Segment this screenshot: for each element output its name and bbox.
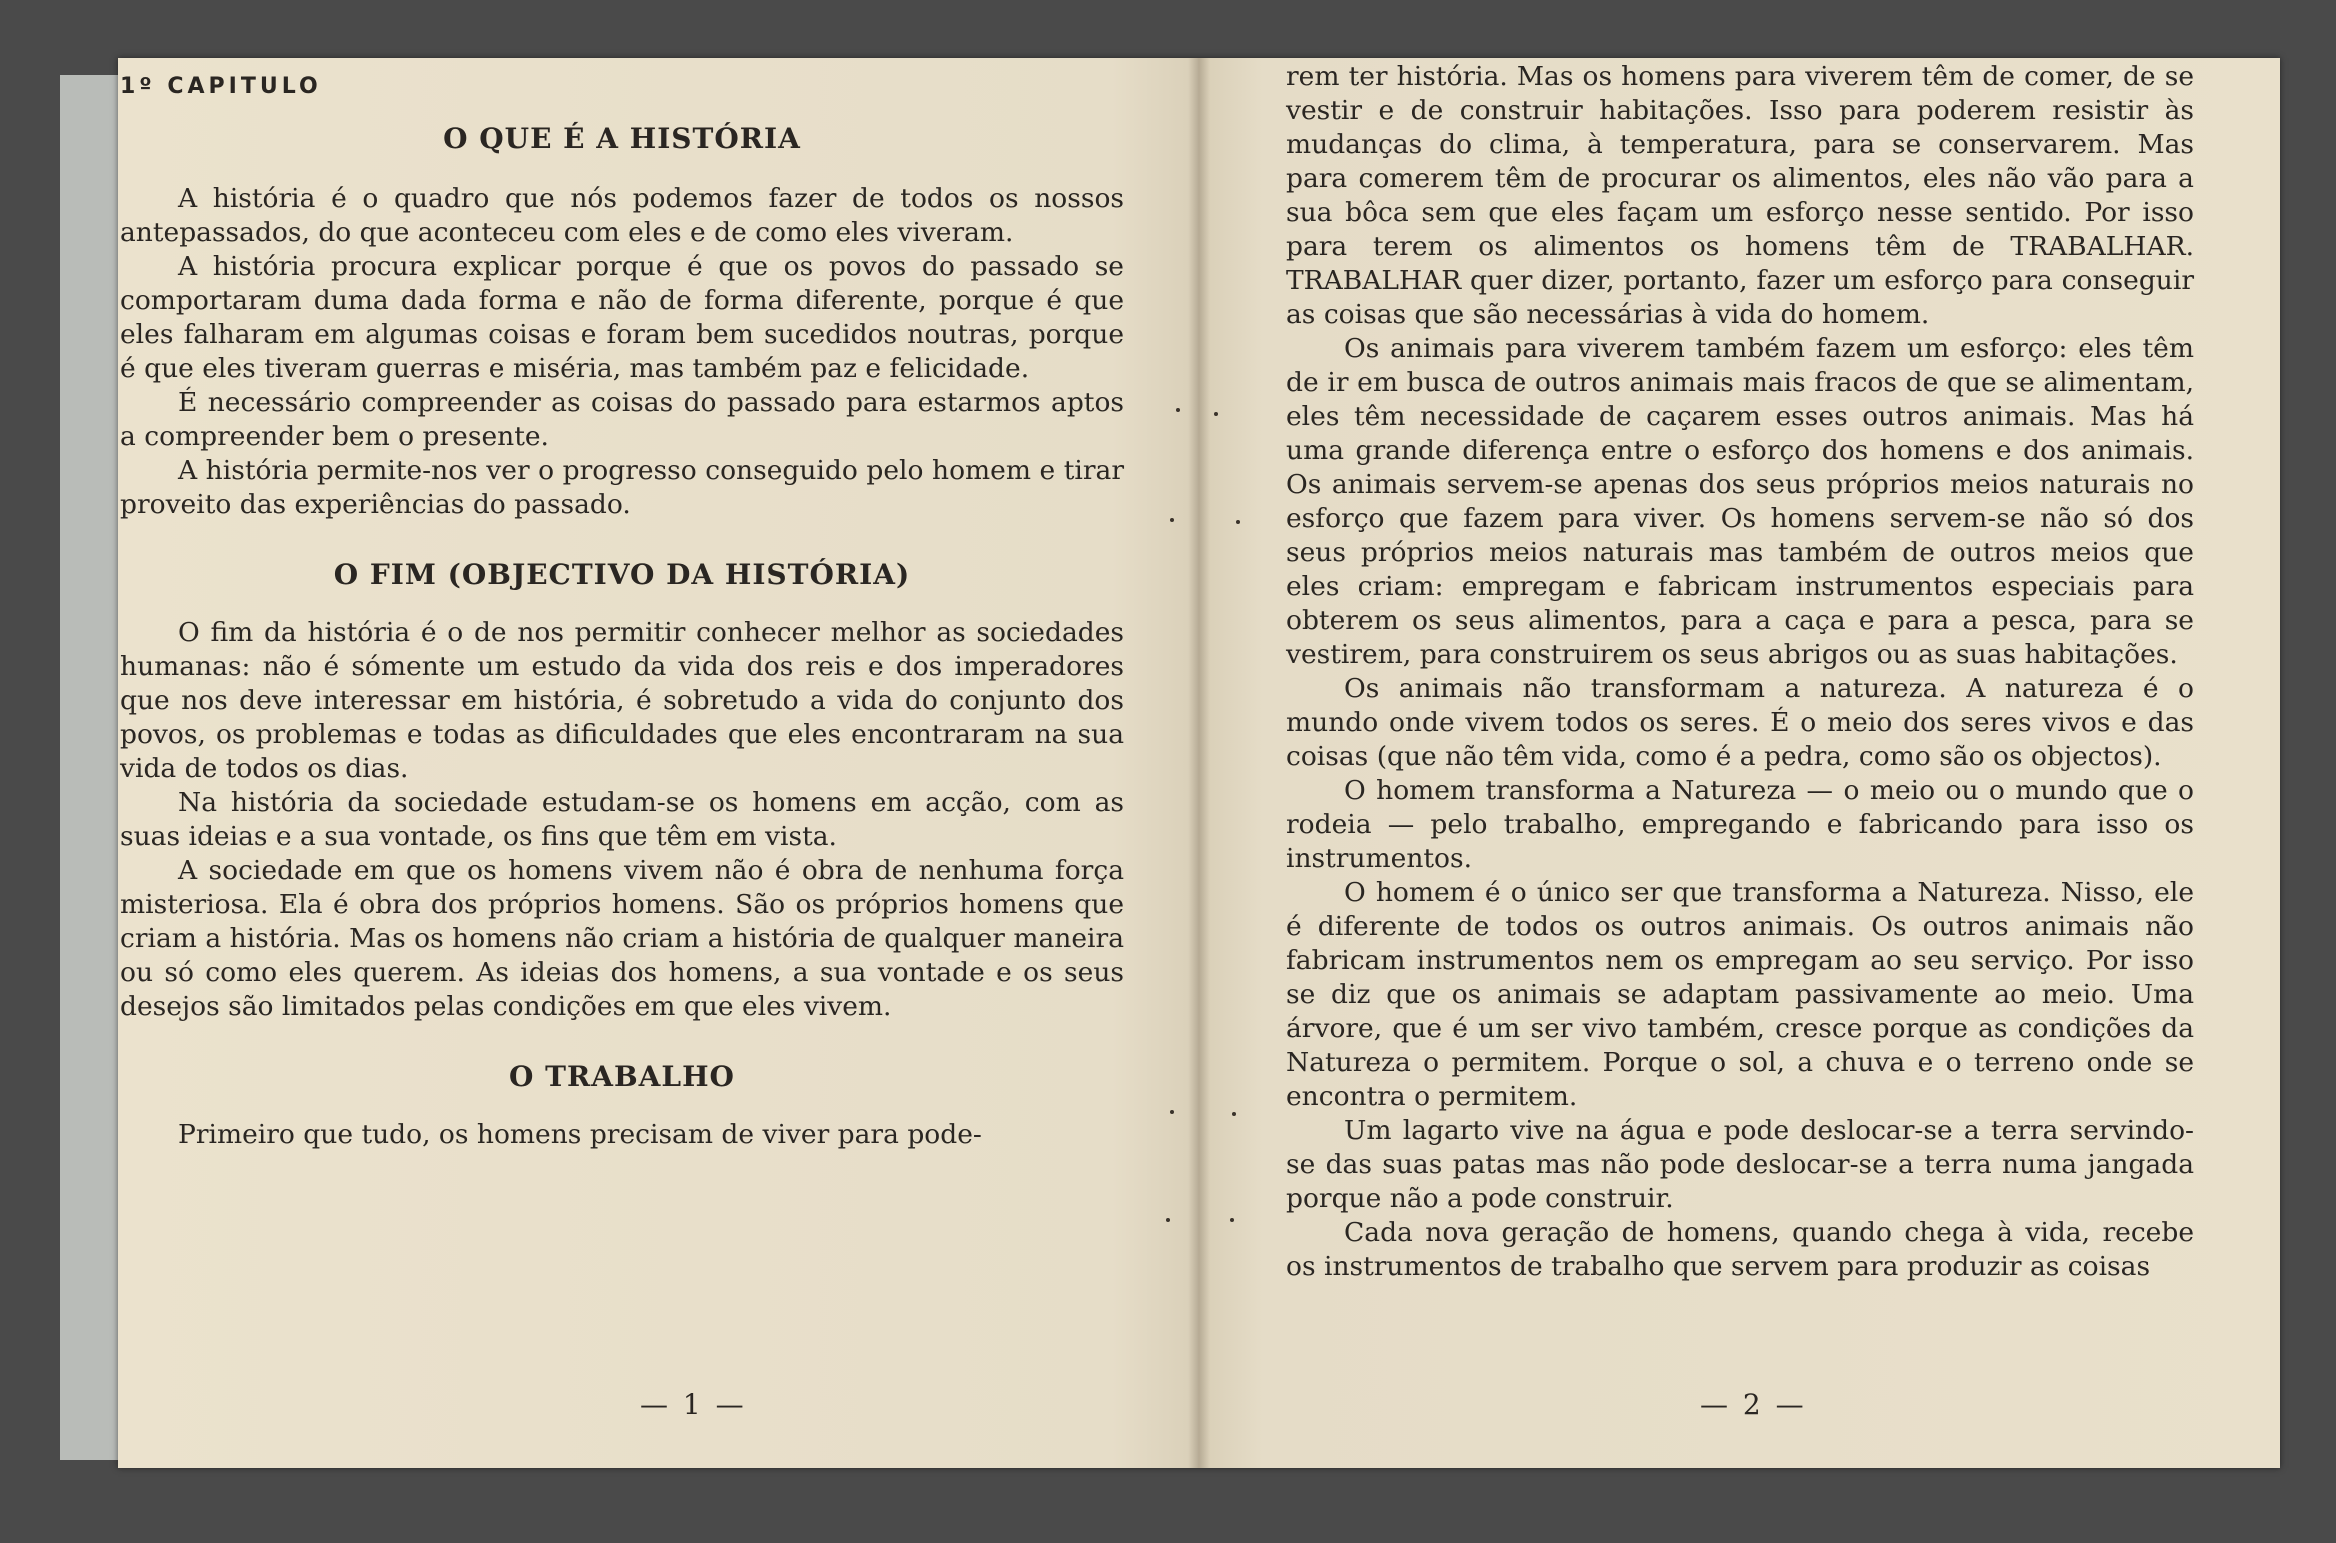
staple-hole xyxy=(1170,1110,1174,1114)
paragraph: O fim da história é o de nos permitir conhecer melhor as sociedades humanas: não é sómente um estudo da vida dos reis e dos imperadores que nos deve interessar em história, é sobretudo a vida do conjunto dos povos, os problemas e todas as dificuldades que eles encontraram na sua vida de todos os dias. xyxy=(120,617,1124,784)
paragraph: A história é o quadro que nós podemos fazer de todos os nossos antepassados, do que aconteceu com eles e de como eles viveram. xyxy=(120,183,1124,248)
page-number-right: — 2 — xyxy=(1700,1388,1807,1421)
paragraph: Um lagarto vive na água e pode deslocar-se a terra servindo-se das suas patas mas não pode deslocar-se a terra numa jangada porque não a pode construir. xyxy=(1286,1115,2194,1214)
paragraph: Os animais não transformam a natureza. A natureza é o mundo onde vivem todos os seres. É o meio dos seres vivos e das coisas (que não têm vida, como é a pedra, como são os objectos). xyxy=(1286,673,2194,772)
staple-hole xyxy=(1170,518,1174,522)
paragraph: Na história da sociedade estudam-se os homens em acção, com as suas ideias e a sua vontade, os fins que têm em vista. xyxy=(120,787,1124,852)
staple-hole xyxy=(1236,520,1240,524)
paragraph: A sociedade em que os homens vivem não é obra de nenhuma força misteriosa. Ela é obra dos próprios homens. São os próprios homens que criam a história. Mas os homens não criam a história de qualquer maneira ou só como eles querem. As ideias dos homens, a sua vontade e os seus desejos são limitados pelas condições em que eles vivem. xyxy=(120,855,1124,1022)
staple-hole xyxy=(1176,408,1180,412)
page-number-left: — 1 — xyxy=(640,1388,747,1421)
book-gutter xyxy=(1188,58,1210,1468)
staple-hole xyxy=(1214,412,1218,416)
heading-objective: O FIM (OBJECTIVO DA HISTÓRIA) xyxy=(333,558,911,591)
left-page-text xyxy=(120,70,1124,1152)
paragraph: Cada nova geração de homens, quando chega à vida, recebe os instrumentos de trabalho que servem para produzir as coisas xyxy=(1286,1217,2194,1282)
paragraph: Primeiro que tudo, os homens precisam de viver para pode- xyxy=(178,1119,982,1150)
paragraph: A história procura explicar porque é que os povos do passado se comportaram duma dada forma e não de forma diferente, porque é que eles falharam em algumas coisas e foram bem sucedidos noutras, porque é que eles tiveram guerras e miséria, mas também paz e felicidade. xyxy=(120,251,1124,384)
heading-what-is-history: O QUE É A HISTÓRIA xyxy=(443,122,801,155)
staple-hole xyxy=(1232,1112,1236,1116)
paragraph: É necessário compreender as coisas do passado para estarmos aptos a compreender bem o presente. xyxy=(120,387,1124,452)
staple-hole xyxy=(1166,1218,1170,1222)
paragraph: Os animais para viverem também fazem um esforço: eles têm de ir em busca de outros animais mais fracos de que se alimentam, eles têm necessidade de caçarem esses outros animais. Mas há uma grande diferença entre o esforço dos homens e dos animais. Os animais servem-se apenas dos seus próprios meios naturais no esforço que fazem para viver. Os homens servem-se não só dos seus próprios meios naturais mas também de outros meios que eles criam: empregam e fabricam instrumentos especiais para obterem os seus alimentos, para a caça e para a pesca, para se vestirem, para construirem os seus abrigos ou as suas habitações. xyxy=(1286,333,2194,670)
paragraph: O homem transforma a Natureza — o meio ou o mundo que o rodeia — pelo trabalho, empregando e fabricando para isso os instrumentos. xyxy=(1286,775,2194,874)
paragraph: O homem é o único ser que transforma a Natureza. Nisso, ele é diferente de todos os outros animais. Os outros animais não fabricam instrumentos nem os empregam ao seu serviço. Por isso se diz que os animais se adaptam passivamente ao meio. Uma árvore, que é um ser vivo também, cresce porque as condições da Natureza o permitem. Porque o sol, a chuva e o terreno onde se encontra o permitem. xyxy=(1286,877,2194,1112)
staple-hole xyxy=(1230,1218,1234,1222)
heading-work: O TRABALHO xyxy=(509,1060,735,1093)
paragraph: rem ter história. Mas os homens para viverem têm de comer, de se vestir e de construir habitações. Isso para poderem resistir às mudanças do clima, à temperatura, para se conservarem. Mas para comerem têm de procurar os alimentos, eles não vão para a sua bôca sem que eles façam um esforço nesse sentido. Por isso para terem os alimentos os homens têm de TRABALHAR. TRABALHAR quer dizer, portanto, fazer um esforço para conseguir as coisas que são necessárias à vida do homem. xyxy=(1286,61,2194,330)
right-page-text xyxy=(1286,60,2194,1284)
paragraph: A história permite-nos ver o progresso conseguido pelo homem e tirar proveito das experiências do passado. xyxy=(120,455,1124,520)
chapter-label: 1º CAPITULO xyxy=(120,74,322,99)
